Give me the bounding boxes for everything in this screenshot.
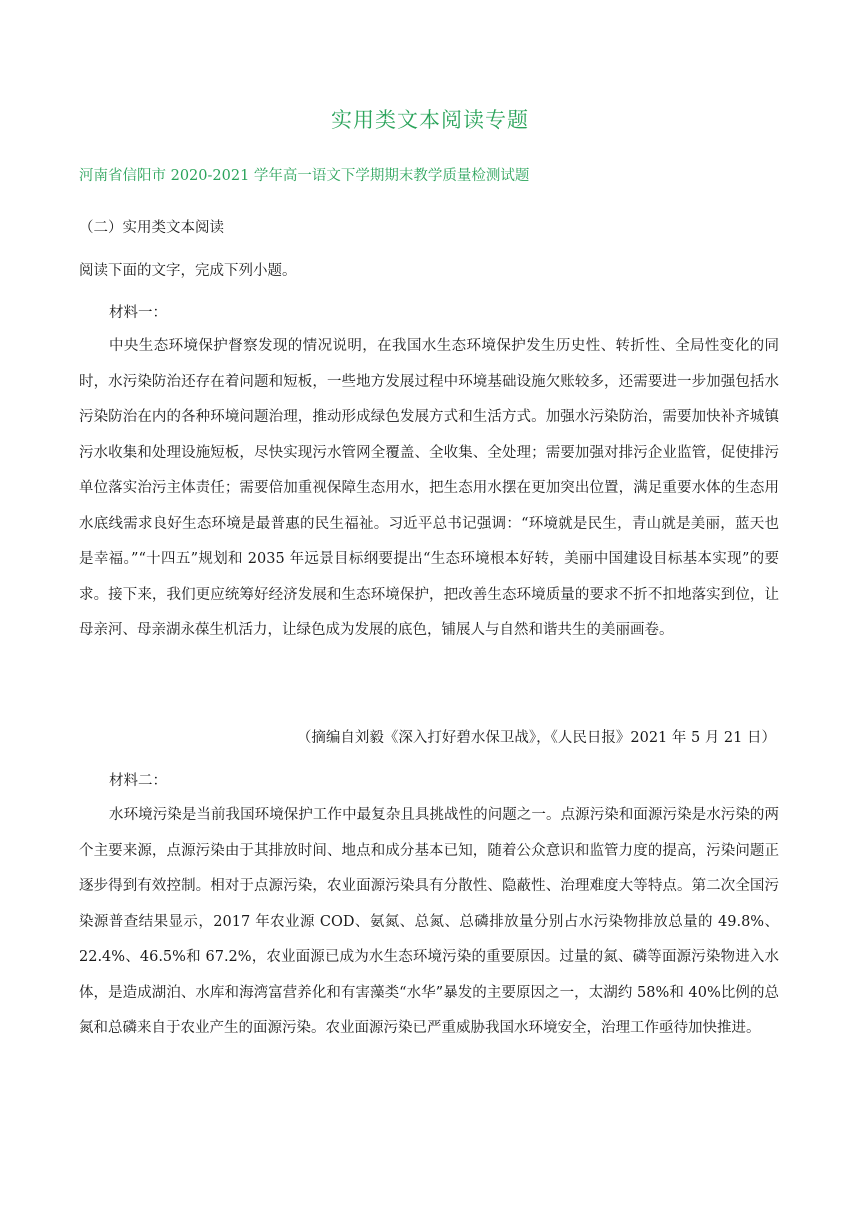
material-1-citation: （摘编自刘毅《深入打好碧水保卫战》，《人民日报》2021 年 5 月 21 日） [296,730,776,746]
reading-instruction: 阅读下面的文字，完成下列小题。 [79,263,297,279]
material-2-label: 材料二： [109,773,167,789]
document-title: 实用类文本阅读专题 [331,108,529,132]
material-2-paragraph: 水环境污染是当前我国环境保护工作中最复杂且具挑战性的问题之一。点源污染和面源污染是水污染的两个主要来源，点源污染由于其排放时间、地点和成分基本已知，随着公众意识和监管力度的提高，污染问题正逐步得到有效控制。相对于点源污染，农业面源污染具有分散性、隐蔽性、治理难度大等特点。第二次全国污染源普查结果显示，2017 年农业源 COD、氨氮、总氮、总磷排放量分别占水污染物排放总量的 49.8%、22.4%、46.5%和 67.2%，农业面源已成为水生态环境污染的重要原因。过量的氮、磷等面源污染物进入水体，是造成湖泊、水库和海湾富营养化和有害藻类“水华”暴发的主要原因之一，太湖约 58%和 40%比例的总氮和总磷来自于农业产生的面源污染。农业面源污染已严重威胁我国水环境安全，治理工作亟待加快推进。 [79,807,779,1036]
exam-source-line: 河南省信阳市 2020-2021 学年高一语文下学期期末教学质量检测试题 [79,168,530,184]
material-1-label: 材料一： [109,305,167,321]
section-heading: （二）实用类文本阅读 [79,220,224,236]
material-1-paragraph: 中央生态环境保护督察发现的情况说明，在我国水生态环境保护发生历史性、转折性、全局性变化的同时，水污染防治还存在着问题和短板，一些地方发展过程中环境基础设施欠账较多，还需要进一步加强包括水污染防治在内的各种环境问题治理，推动形成绿色发展方式和生活方式。加强水污染防治，需要加快补齐城镇污水收集和处理设施短板，尽快实现污水管网全覆盖、全收集、全处理；需要加强对排污企业监管，促使排污单位落实治污主体责任；需要倍加重视保障生态用水，把生态用水摆在更加突出位置，满足重要水体的生态用水底线需求良好生态环境是最普惠的民生福祉。习近平总书记强调：“环境就是民生，青山就是美丽，蓝天也是幸福。”“十四五”规划和 2035 年远景目标纲要提出“生态环境根本好转，美丽中国建设目标基本实现”的要求。接下来，我们更应统筹好经济发展和生态环境保护，把改善生态环境质量的要求不折不扣地落实到位，让母亲河、母亲湖永葆生机活力，让绿色成为发展的底色，铺展人与自然和谐共生的美丽画卷。 [79,338,779,638]
